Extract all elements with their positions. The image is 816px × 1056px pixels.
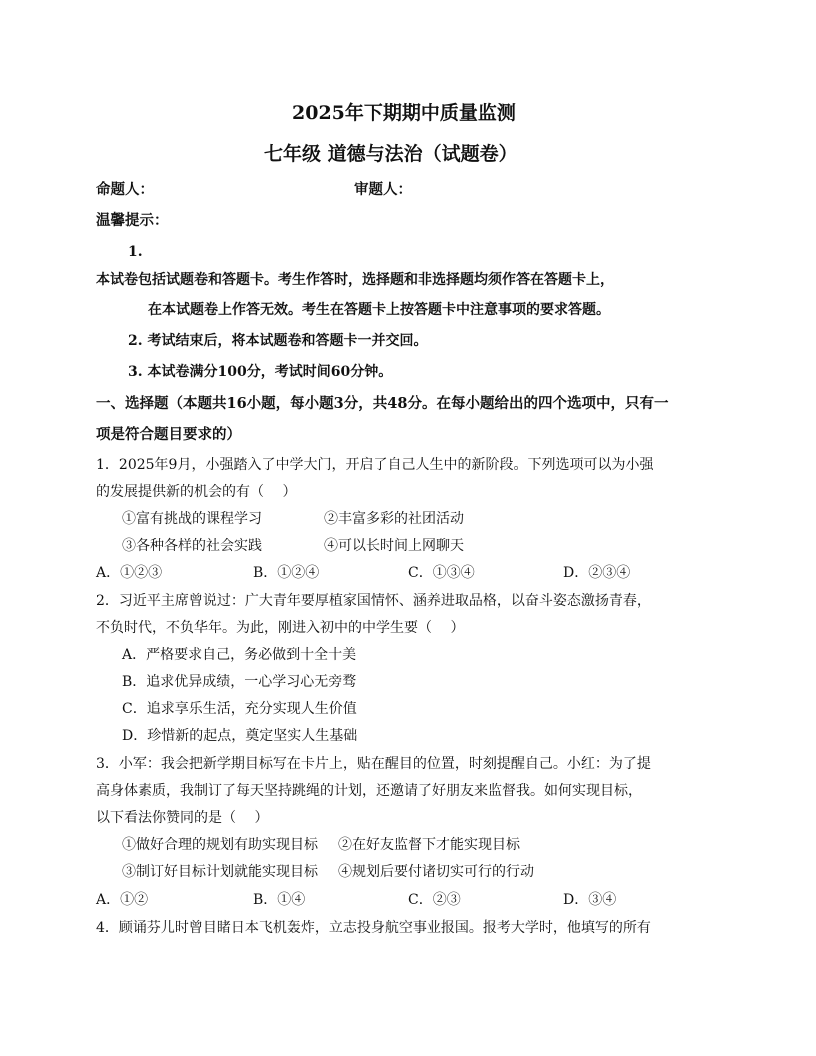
q1-option-c: C．①③④ [408, 565, 475, 581]
q1-stem-line2: 的发展提供新的机会的有（ ） [96, 484, 297, 500]
notice-item2: 2. 考试结束后，将本试题卷和答题卡一并交回。 [128, 333, 428, 349]
q3-stem-line2: 高身体素质，我制订了每天坚持跳绳的计划，还邀请了好朋友来监督我。如何实现目标， [96, 783, 642, 799]
q3-option-b: B．①④ [253, 892, 306, 908]
notice-heading: 温馨提示： [96, 212, 169, 229]
section1-heading-line1: 一、选择题（本题共16小题，每小题3分，共48分。在每小题给出的四个选项中，只有一 [96, 395, 669, 412]
q3-option-c: C．②③ [408, 892, 461, 908]
notice-item1-line2: 在本试题卷上作答无效。考生在答题卡上按答题卡中注意事项的要求答题。 [148, 302, 610, 318]
q2-option-d: D．珍惜新的起点，奠定坚实人生基础 [122, 728, 358, 744]
q2-option-c: C．追求享乐生活，充分实现人生价值 [122, 701, 357, 717]
q2-option-a: A．严格要求自己，务必做到十全十美 [122, 647, 357, 663]
section1-heading-line2: 项是符合题目要求的） [96, 426, 241, 443]
notice-item3: 3. 本试卷满分100分，考试时间60分钟。 [128, 364, 393, 380]
q1-stem-line1: 1．2025年9月，小强踏入了中学大门，开启了自己人生中的新阶段。下列选项可以为小强 [96, 457, 654, 473]
author-label: 命题人： [96, 181, 154, 198]
q1-statement-3: ③各种各样的社会实践 [122, 538, 262, 554]
exam-subtitle: 七年级 道德与法治（试题卷） [264, 143, 518, 165]
exam-title: 2025年下期期中质量监测 [292, 102, 516, 124]
q1-option-a: A．①②③ [96, 565, 163, 581]
q1-statement-4: ④可以长时间上网聊天 [324, 538, 464, 554]
q3-option-a: A．①② [96, 892, 149, 908]
q3-stem-line1: 3．小军：我会把新学期目标写在卡片上，贴在醒目的位置，时刻提醒自己。小红：为了提 [96, 756, 651, 772]
q1-option-b: B．①②④ [253, 565, 320, 581]
q2-stem-line2: 不负时代，不负华年。为此，刚进入初中的中学生要（ ） [96, 620, 465, 636]
q2-stem-line1: 2．习近平主席曾说过：广大青年要厚植家国情怀、涵养进取品格，以奋斗姿态激扬青春， [96, 593, 651, 609]
notice-item1-line1: 本试卷包括试题卷和答题卡。考生作答时，选择题和非选择题均须作答在答题卡上， [96, 272, 614, 288]
notice-item1-number: 1. [128, 244, 143, 260]
q1-statement-2: ②丰富多彩的社团活动 [324, 511, 464, 527]
q1-statement-1: ①富有挑战的课程学习 [122, 511, 262, 527]
q3-stem-line3: 以下看法你赞同的是（ ） [96, 810, 269, 826]
q3-option-d: D．③④ [563, 892, 617, 908]
q4-stem-line1: 4．顾诵芬儿时曾目睹日本飞机轰炸，立志投身航空事业报国。报考大学时，他填写的所有 [96, 920, 651, 936]
q1-option-d: D．②③④ [563, 565, 631, 581]
q3-statement-1: ①做好合理的规划有助实现目标 [122, 837, 318, 853]
q3-statement-3: ③制订好目标计划就能实现目标 [122, 864, 318, 880]
q2-option-b: B．追求优异成绩，一心学习心无旁骛 [122, 674, 357, 690]
q3-statement-2: ②在好友监督下才能实现目标 [338, 837, 520, 853]
q3-statement-4: ④规划后要付诸切实可行的行动 [338, 864, 534, 880]
reviewer-label: 审题人： [354, 181, 412, 198]
